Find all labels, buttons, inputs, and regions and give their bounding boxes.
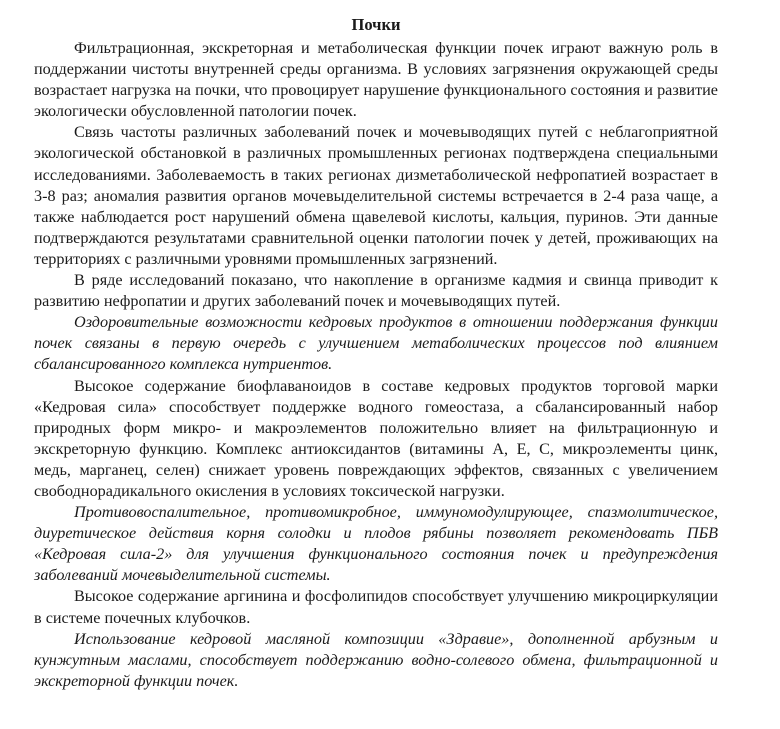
paragraph-bioflavonoids: Высокое содержание биофлаваноидов в составе кедровых продуктов торговой марки «Кедровая сила» способствует поддержке водного гомеостаза, а сбалансированный набор природных форм микро- и макроэлементов положительно влияет на фильтрационную и экскреторную функцию. Комплекс антиоксидантов (витамины А, Е, С, микроэлементы цинк, медь, марганец, селен) снижает уровень повреждающих эффектов, связанных с увеличением свободнорадикального окисления в условиях токсической нагрузки. (34, 376, 718, 500)
page-title: Почки (351, 15, 401, 34)
paragraph-intro: Фильтрационная, экскреторная и метаболическая функции почек играют важную роль в поддержании чистоты внутренней среды организма. В условиях загрязнения окружающей среды возрастает нагрузка на почки, что провоцирует нарушение функционального состояния и развитие экологически обусловленной патологии почек. (34, 39, 718, 121)
paragraph-ecology: Связь частоты различных заболеваний почек и мочевыводящих путей с неблагоприятной экологической обстановкой в различных промышленных регионах подтверждена специальными исследованиями. Заболеваемость в таких регионах дизметаболической нефропатией возрастает в 3-8 раз; аномалия развития органов мочевыделительной системы встречается в 2-4 раза чаще, а также наблюдается рост нарушений обмена щавелевой кислоты, кальция, пуринов. Эти данные подтверждаются результатами сравнительной оценки патологии почек у детей, проживающих на территориях с различными уровнями промышленных загрязнений. (34, 123, 718, 268)
paragraph-cedar-benefits: Оздоровительные возможности кедровых продуктов в отношении поддержания функции почек связаны в первую очередь с улучшением метаболических процессов под влиянием сбалансированного комплекса нутриентов. (34, 313, 718, 374)
paragraph-zdravie-oil: Использование кедровой масляной композиции «Здравие», дополненной арбузным и кунжутным маслами, способствует поддержанию водно-солевого обмена, фильтрационной и экскреторной функции почек. (34, 629, 718, 690)
paragraph-licorice-rowan: Противовоспалительное, противомикробное, иммуномодулирующее, спазмолитическое, диуретическое действия корня солодки и плодов рябины позволяет рекомендовать ПБВ «Кедровая сила-2» для улучшения функционального состояния почек и предупреждения заболеваний мочевыделительной системы. (34, 503, 718, 585)
paragraph-arginine: Высокое содержание аргинина и фосфолипидов способствует улучшению микроциркуляции в системе почечных клубочков. (34, 587, 718, 627)
paragraph-cadmium-lead: В ряде исследований показано, что накопление в организме кадмия и свинца приводит к развитию нефропатии и других заболеваний почек и мочевыводящих путей. (34, 271, 718, 311)
